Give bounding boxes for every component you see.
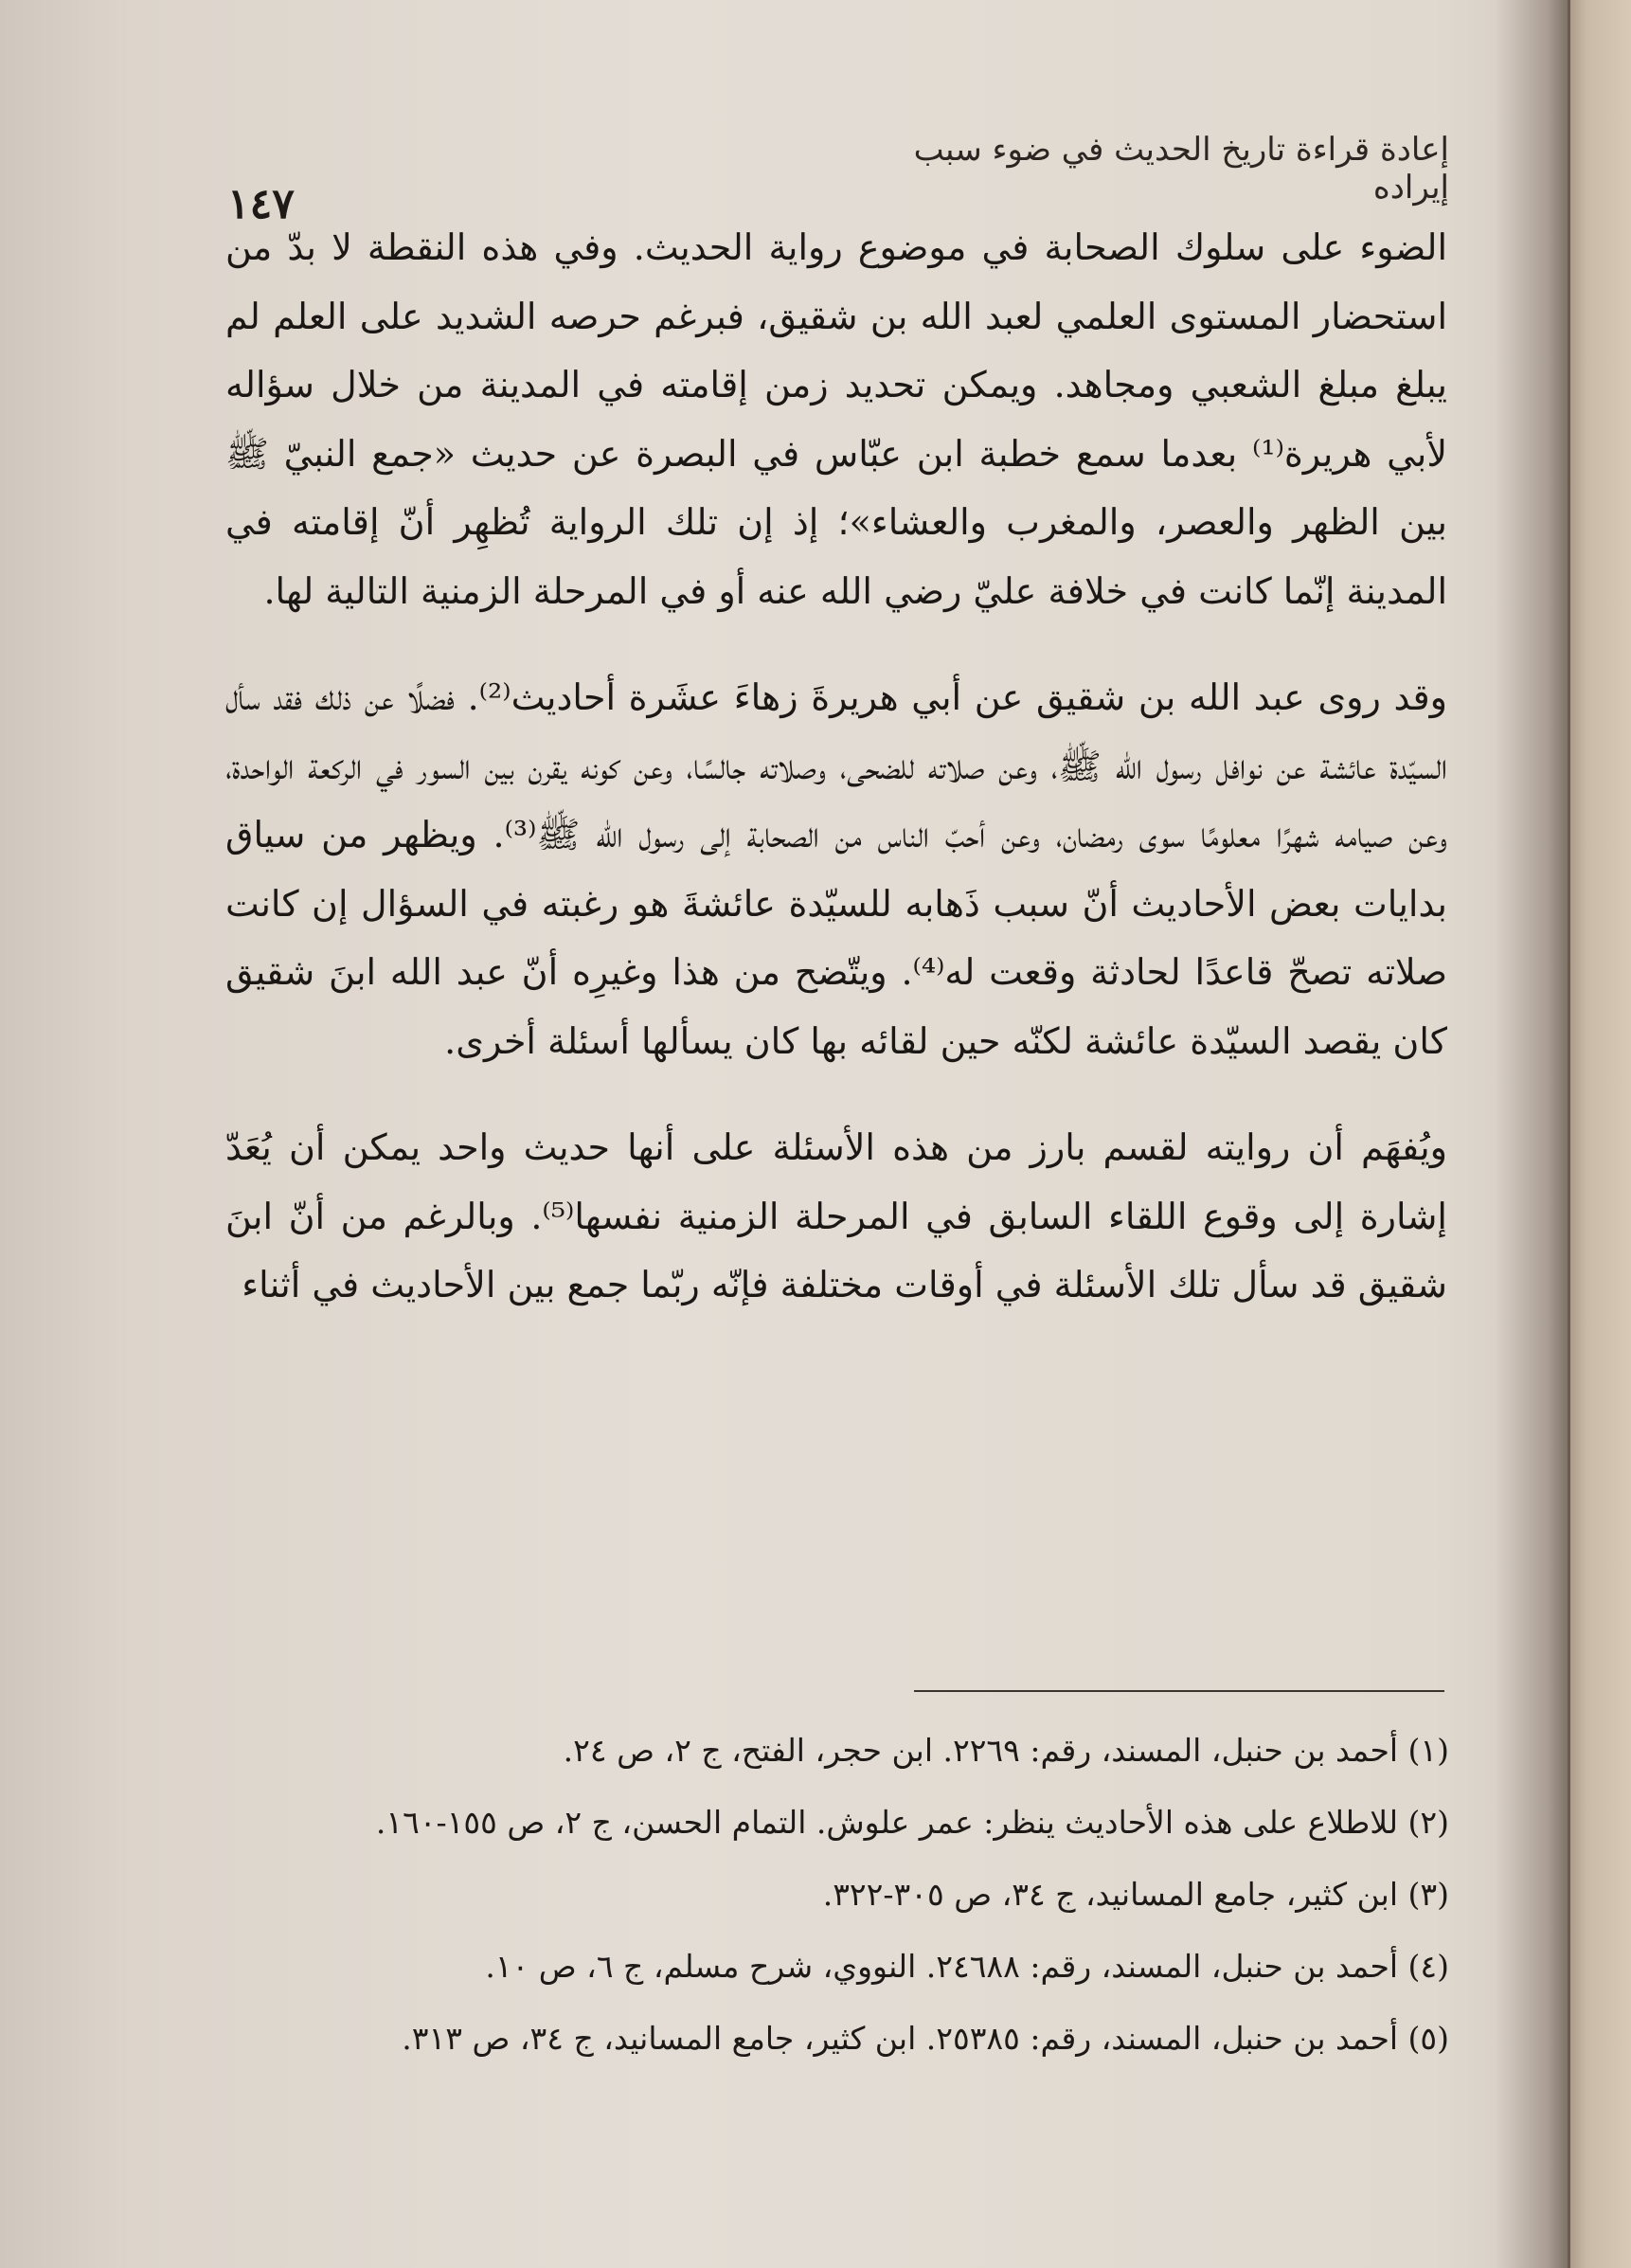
footnote: (٣) ابن كثير، جامع المسانيد، ج ٣٤، ص ٣٠٥-٣٢٢. — [822, 1876, 1449, 1913]
page-number: ١٤٧ — [227, 180, 295, 228]
body-text — [225, 213, 1447, 1320]
footnotes — [225, 1715, 1449, 2075]
footnote-separator — [914, 1690, 1444, 1692]
footnote: (٤) أحمد بن حنبل، المسند، رقم: ٢٤٦٨٨. النووي، شرح مسلم، ج ٦، ص ١٠. — [485, 1948, 1449, 1985]
adjacent-page-edge — [1568, 0, 1631, 2268]
running-header: إعادة قراءة تاريخ الحديث في ضوء سبب إيراده — [913, 131, 1449, 207]
footnote: (٥) أحمد بن حنبل، المسند، رقم: ٢٥٣٨٥. ابن كثير، جامع المسانيد، ج ٣٤، ص ٣١٣. — [402, 2020, 1449, 2057]
paragraph: ويُفهَم أن روايته لقسم بارز من هذه الأسئلة على أنها حديث واحد يمكن أن يُعَدّ إشارة إلى وقوع اللقاء السابق في المرحلة الزمنية نفسها⁽⁵⁾. وبالرغم من أنّ ابنَ شقيق قد سأل تلك الأسئلة في أوقات مختلفة فإنّه ربّما جمع بين الأحاديث في أثناء — [225, 1126, 1447, 1305]
page-gutter-shadow — [1495, 0, 1570, 2268]
paragraph: وقد روى عبد الله بن شقيق عن أبي هريرةَ زهاءَ عشَرة أحاديث⁽²⁾. فضلًا عن ذلك فقد سأل السيّدة عائشة عن نوافل رسول الله ﷺ، وعن صلاته للضحى، وصلاته جالسًا، وعن كونه يقرن بين السور في الركعة الواحدة، وعن صيامه شهرًا معلومًا سوى رمضان، وعن أحبّ الناس من الصحابة إلى رسول الله ﷺ⁽³⁾. ويظهر من سياق بدايات بعض الأحاديث أنّ سبب ذَهابه للسيّدة عائشةَ هو رغبته في السؤال إن كانت صلاته تصحّ قاعدًا لحادثة وقعت له⁽⁴⁾. ويتّضح من هذا وغيرِه أنّ عبد الله ابنَ شقيق كان يقصد السيّدة عائشة لكنّه حين لقائه بها كان يسألها أسئلة أخرى. — [225, 676, 1447, 1062]
paragraph-gap — [225, 1075, 1447, 1113]
footnote: (١) أحمد بن حنبل، المسند، رقم: ٢٢٦٩. ابن حجر، الفتح، ج ٢، ص ٢٤. — [563, 1732, 1449, 1769]
footnote: (٢) للاطلاع على هذه الأحاديث ينظر: عمر علوش. التمام الحسن، ج ٢، ص ١٥٥-١٦٠. — [375, 1804, 1449, 1841]
paragraph-gap — [225, 625, 1447, 663]
paragraph: الضوء على سلوك الصحابة في موضوع رواية الحديث. وفي هذه النقطة لا بدّ من استحضار المستوى العلمي لعبد الله بن شقيق، فبرغم حرصه الشديد على العلم لم يبلغ مبلغ الشعبي ومجاهد. ويمكن تحديد زمن إقامته في المدينة من خلال سؤاله لأبي هريرة⁽¹⁾ بعدما سمع خطبة ابن عبّاس في البصرة عن حديث «جمع النبيّ ﷺ بين الظهر والعصر، والمغرب والعشاء»؛ إذ إن تلك الرواية تُظهِر أنّ إقامته في المدينة إنّما كانت في خلافة عليّ رضي الله عنه أو في المرحلة الزمنية التالية لها. — [225, 226, 1448, 612]
